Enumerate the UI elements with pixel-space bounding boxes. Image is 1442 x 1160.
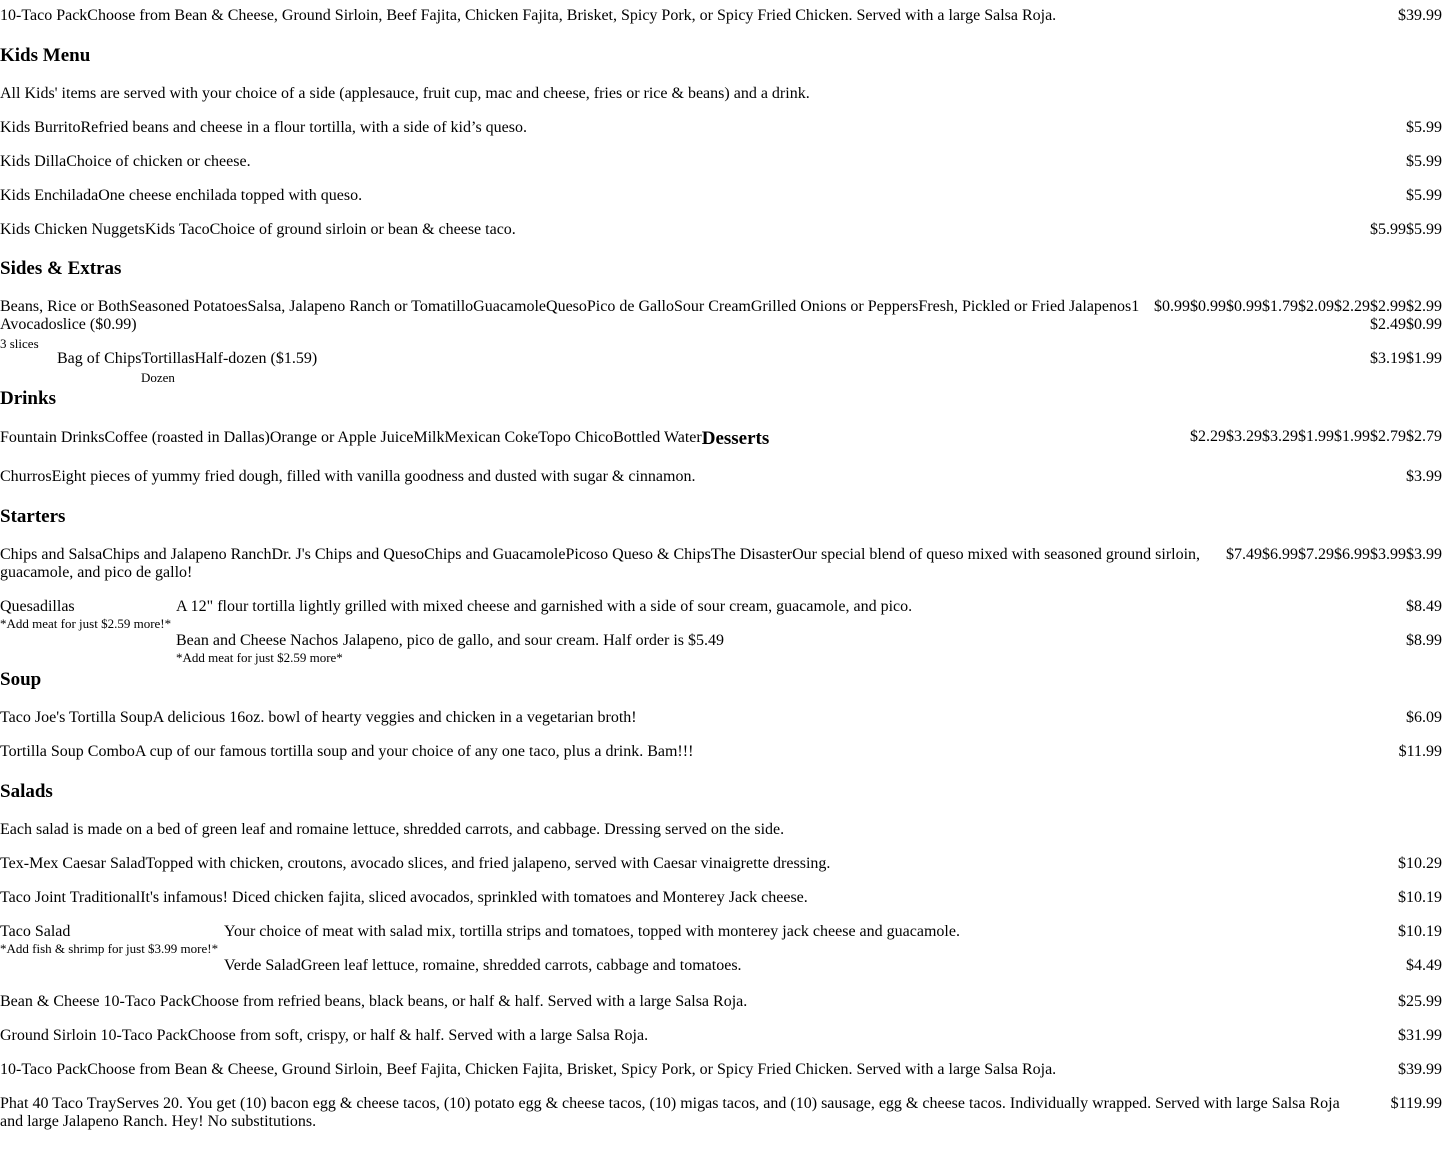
- section-heading-salads: Salads: [0, 781, 53, 802]
- item-description: Refried beans and cheese in a flour tortilla, with a side of kid’s queso.: [80, 119, 527, 136]
- menu-item-kids-dilla: [0, 153, 1442, 171]
- item-description: Eight pieces of yummy fried dough, filled with vanilla goodness and dusted with sugar & cinnamon.: [51, 468, 696, 485]
- note-dozen: Dozen: [141, 370, 175, 385]
- item-description: Choose from soft, crispy, or half & half. Served with a large Salsa Roja.: [187, 1027, 649, 1044]
- section-heading-sides-extras: Sides & Extras: [0, 258, 122, 279]
- menu-item-tex-mex-caesar: [0, 855, 1442, 873]
- item-price: $119.99: [1390, 1095, 1442, 1112]
- sides-items-text: Beans, Rice or BothSeasoned PotatoesSalsa, Jalapeno Ranch or TomatilloGuacamoleQuesoPico de GalloSour CreamGrilled Onions or PeppersFresh, Pickled or Fried Jalapenos1 Avocadoslice ($0.99): [0, 298, 1140, 333]
- item-name: Quesadillas: [0, 598, 75, 615]
- item-price: $5.99: [1406, 153, 1442, 170]
- item-price: $39.99: [1398, 1061, 1442, 1078]
- item-name: Ground Sirloin 10-Taco Pack: [0, 1027, 188, 1044]
- starters-prices: $7.49$6.99$7.29$6.99$3.99$3.99: [1226, 546, 1442, 563]
- menu-item-10-taco-pack: [0, 1061, 1442, 1079]
- chips-tortillas-text: Bag of ChipsTortillasHalf-dozen ($1.59): [57, 350, 318, 367]
- item-price: $11.99: [1398, 743, 1442, 760]
- item-description: A 12" flour tortilla lightly grilled with mixed cheese and garnished with a side of sour cream, guacamole, and pico.: [176, 598, 913, 615]
- item-description: A cup of our famous tortilla soup and your choice of any one taco, plus a drink. Bam!!!: [134, 743, 694, 760]
- item-name: Bean & Cheese 10-Taco Pack: [0, 993, 191, 1010]
- item-description: It's infamous! Diced chicken fajita, sliced avocados, sprinkled with tomatoes and Monterey Jack cheese.: [140, 889, 808, 906]
- menu-item-quesadillas: [0, 598, 171, 632]
- item-note: *Add meat for just $2.59 more!*: [0, 616, 172, 631]
- salads-intro: Each salad is made on a bed of green leaf and romaine lettuce, shredded carrots, and cabbage. Dressing served on the side.: [0, 821, 785, 838]
- item-name: 10-Taco Pack: [0, 7, 88, 24]
- item-name: Kids Burrito: [0, 119, 81, 136]
- item-price: $10.19: [1398, 923, 1442, 940]
- item-description: Choose from Bean & Cheese, Ground Sirloin, Beef Fajita, Chicken Fajita, Brisket, Spicy Pork, or Spicy Fried Chicken. Served with a large Salsa Roja.: [87, 7, 1057, 24]
- item-description: Green leaf lettuce, romaine, shredded carrots, cabbage and tomatoes.: [300, 957, 742, 974]
- item-price: $5.99: [1406, 119, 1442, 136]
- item-price: $25.99: [1398, 993, 1442, 1010]
- item-name: Kids Dilla: [0, 153, 67, 170]
- kids-menu-intro: All Kids' items are served with your choice of a side (applesauce, fruit cup, mac and cheese, fries or rice & beans) and a drink.: [0, 85, 810, 102]
- quesadillas-desc-row: [176, 598, 1442, 616]
- sides-prices-b: $2.49$0.99: [1370, 316, 1442, 333]
- item-note: *Add meat for just $2.59 more*: [176, 650, 343, 665]
- menu-item-tortilla-soup: [0, 709, 1442, 727]
- section-heading-drinks: Drinks: [0, 388, 56, 409]
- item-name: Taco Salad: [0, 923, 71, 940]
- chips-tortillas-prices: $3.19$1.99: [1370, 350, 1442, 367]
- starters-list: [0, 546, 1442, 582]
- starters-items-text: Chips and SalsaChips and Jalapeno RanchDr. J's Chips and QuesoChips and GuacamolePicoso Queso & ChipsThe DisasterOur special blend of queso mixed with seasoned ground sirloin, guacamole, and pico de gallo!: [0, 546, 1201, 581]
- item-description: Choose from Bean & Cheese, Ground Sirloin, Beef Fajita, Chicken Fajita, Brisket, Spicy Pork, or Spicy Fried Chicken. Served with a large Salsa Roja.: [87, 1061, 1057, 1078]
- menu-item-kids-nuggets-taco: [0, 221, 1442, 239]
- item-name: Verde Salad: [224, 957, 301, 974]
- item-name: Taco Joint Traditional: [0, 889, 141, 906]
- item-price: $10.19: [1398, 889, 1442, 906]
- menu-item-bean-cheese-nachos: [176, 632, 1442, 666]
- item-price: $8.99: [1406, 632, 1442, 649]
- menu-item-tortilla-soup-combo: [0, 743, 1442, 761]
- item-price: $6.09: [1406, 709, 1442, 726]
- item-description: One cheese enchilada topped with queso.: [98, 187, 363, 204]
- item-price: $5.99: [1406, 187, 1442, 204]
- menu-item-taco-salad: [0, 923, 218, 957]
- item-name: 10-Taco Pack: [0, 1061, 88, 1078]
- menu-item-verde-salad: [224, 957, 1442, 975]
- item-name: Phat 40 Taco Tray: [0, 1095, 117, 1112]
- item-name: Tortilla Soup Combo: [0, 743, 135, 760]
- menu-item-bean-cheese-10-taco-pack: [0, 993, 1442, 1011]
- item-price: $4.49: [1406, 957, 1442, 974]
- drinks-items-text: Fountain DrinksCoffee (roasted in Dallas)Orange or Apple JuiceMilkMexican CokeTopo ChicoBottled Water: [0, 429, 702, 446]
- item-text: Kids Chicken NuggetsKids TacoChoice of ground sirloin or bean & cheese taco.: [0, 221, 516, 238]
- section-heading-kids-menu: Kids Menu: [0, 45, 91, 66]
- item-description: Choose from refried beans, black beans, or half & half. Served with a large Salsa Roja.: [190, 993, 748, 1010]
- section-heading-soup: Soup: [0, 669, 42, 690]
- item-price: $3.99: [1406, 468, 1442, 485]
- menu-item-phat-40-taco-tray: [0, 1095, 1442, 1131]
- sides-chips-tortillas: [57, 350, 1442, 368]
- item-description: Your choice of meat with salad mix, tortilla strips and tomatoes, topped with monterey jack cheese and guacamole.: [224, 923, 960, 940]
- drinks-prices: $2.29$3.29$3.29$1.99$1.99$2.79$2.79: [1190, 428, 1442, 445]
- taco-salad-desc-row: [224, 923, 1442, 941]
- item-price: $10.29: [1398, 855, 1442, 872]
- item-price: $31.99: [1398, 1027, 1442, 1044]
- item-name: Churros: [0, 468, 52, 485]
- item-name: Tex-Mex Caesar Salad: [0, 855, 146, 872]
- sides-list: [0, 298, 1442, 334]
- item-description: Choice of chicken or cheese.: [66, 153, 251, 170]
- menu-item-kids-burrito: [0, 119, 1442, 137]
- item-price: $39.99: [1398, 7, 1442, 24]
- item-name: Taco Joe's Tortilla Soup: [0, 709, 153, 726]
- section-heading-starters: Starters: [0, 506, 66, 527]
- sides-prices-a: $0.99$0.99$0.99$1.79$2.09$2.29$2.99$2.99: [1154, 298, 1442, 315]
- menu-item-10-taco-pack-top: [0, 7, 1442, 25]
- menu-item-kids-enchilada: [0, 187, 1442, 205]
- item-description: Jalapeno, pico de gallo, and sour cream. Half order is $5.49: [342, 632, 725, 649]
- item-note: *Add fish & shrimp for just $3.99 more!*: [0, 941, 219, 956]
- item-name: Bean and Cheese Nachos: [176, 632, 339, 649]
- note-3-slices: 3 slices: [0, 336, 39, 351]
- item-description: Serves 20. You get (10) bacon egg & cheese tacos, (10) potato egg & cheese tacos, (10) migas tacos, and (10) sausage, egg & cheese tacos. Individually wrapped. Served with large Salsa Roja and large Jalapeno Ranch. Hey! No substitutions.: [0, 1095, 1340, 1130]
- menu-item-churros: [0, 468, 1442, 486]
- drinks-list: [0, 428, 1442, 447]
- section-heading-desserts: Desserts: [701, 428, 770, 449]
- item-description: A delicious 16oz. bowl of hearty veggies and chicken in a vegetarian broth!: [152, 709, 637, 726]
- item-prices: $5.99$5.99: [1370, 221, 1442, 238]
- menu-item-ground-sirloin-10-taco-pack: [0, 1027, 1442, 1045]
- menu-item-taco-joint-traditional: [0, 889, 1442, 907]
- item-description: Topped with chicken, croutons, avocado slices, and fried jalapeno, served with Caesar vinaigrette dressing.: [145, 855, 831, 872]
- item-price: $8.49: [1406, 598, 1442, 615]
- item-name: Kids Enchilada: [0, 187, 99, 204]
